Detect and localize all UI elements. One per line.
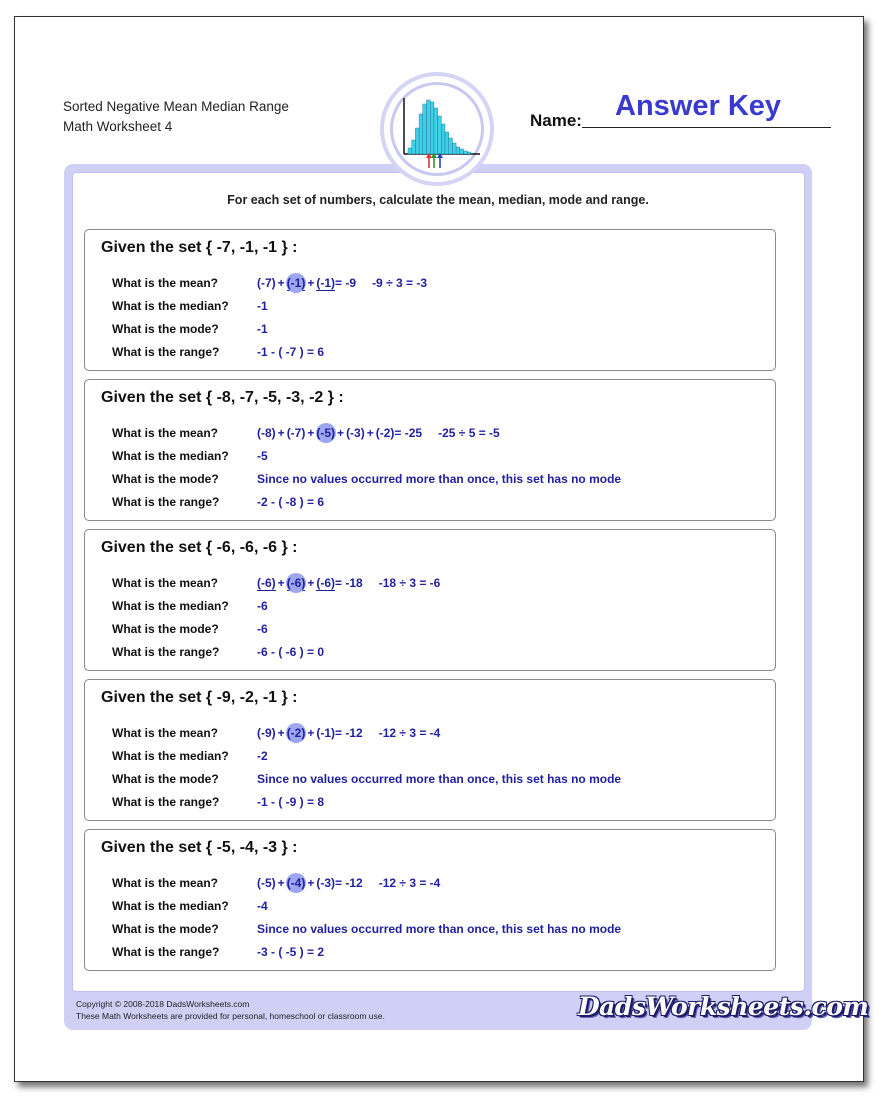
histogram-bar bbox=[441, 124, 445, 154]
plus-sign: + bbox=[277, 876, 285, 890]
sum-total: = -9 bbox=[335, 276, 357, 290]
histogram-bar bbox=[464, 151, 468, 154]
plus-sign: + bbox=[307, 426, 315, 440]
mean-division: -18 ÷ 3 = -6 bbox=[378, 576, 441, 590]
question-range: What is the range? bbox=[112, 945, 220, 959]
answer-mean bbox=[257, 276, 427, 291]
plus-sign: + bbox=[307, 876, 315, 890]
problem-panel bbox=[84, 529, 776, 671]
plus-sign: + bbox=[307, 726, 315, 740]
question-mode: What is the mode? bbox=[112, 622, 219, 636]
mean-division: -9 ÷ 3 = -3 bbox=[372, 276, 428, 290]
sum-term: (-2) bbox=[375, 426, 395, 440]
histogram-bar bbox=[419, 114, 423, 154]
sum-total: = -25 bbox=[394, 426, 423, 440]
title-line-2: Math Worksheet 4 bbox=[63, 119, 173, 134]
sum-term: (-2) bbox=[286, 726, 306, 740]
sum-total: = -18 bbox=[335, 576, 363, 590]
question-median: What is the median? bbox=[112, 749, 229, 763]
sum-term: (-6) bbox=[286, 576, 306, 590]
answer-mean bbox=[257, 876, 440, 890]
sum-term: (-3) bbox=[316, 876, 336, 890]
question-mode: What is the mode? bbox=[112, 472, 219, 486]
answer-median: -5 bbox=[257, 449, 268, 463]
sum-term: (-6) bbox=[316, 576, 336, 590]
sum-total: = -12 bbox=[335, 726, 363, 740]
sum-term: (-8) bbox=[257, 426, 276, 440]
histogram-icon bbox=[384, 76, 490, 182]
answer-range: -2 - ( -8 ) = 6 bbox=[257, 495, 325, 509]
histogram-logo bbox=[380, 72, 494, 186]
answer-median: -6 bbox=[257, 599, 268, 613]
sum-term: (-1) bbox=[316, 726, 336, 740]
question-mean: What is the mean? bbox=[112, 576, 219, 590]
answer-key-label: Answer Key bbox=[615, 90, 782, 122]
answer-median: -4 bbox=[257, 899, 268, 913]
question-median: What is the median? bbox=[112, 449, 229, 463]
answer-mean bbox=[257, 576, 440, 591]
brand-logo: DadsWorksheets.com bbox=[578, 992, 869, 1021]
histogram-bar bbox=[449, 138, 453, 154]
histogram-bar bbox=[423, 104, 427, 154]
sum-total: = -12 bbox=[335, 876, 363, 890]
sum-term: (-6) bbox=[257, 576, 276, 590]
question-median: What is the median? bbox=[112, 599, 229, 613]
problem-title: Given the set { -5, -4, -3 } : bbox=[101, 839, 298, 856]
problem-panel bbox=[84, 829, 776, 971]
usage-notice: These Math Worksheets are provided for personal, homeschool or classroom use. bbox=[76, 1011, 385, 1021]
mean-division: -12 ÷ 3 = -4 bbox=[378, 876, 441, 890]
footer-text bbox=[76, 998, 385, 1022]
answer-range: -1 - ( -9 ) = 8 bbox=[257, 795, 325, 809]
question-range: What is the range? bbox=[112, 645, 220, 659]
histogram-bar bbox=[427, 100, 431, 154]
question-mean: What is the mean? bbox=[112, 726, 219, 740]
problem-title: Given the set { -6, -6, -6 } : bbox=[101, 539, 298, 556]
answer-median: -1 bbox=[257, 299, 268, 313]
name-line bbox=[582, 127, 831, 128]
mean-median-mode-arrows bbox=[426, 153, 443, 168]
sum-term: (-5) bbox=[316, 426, 336, 440]
histogram-bar bbox=[460, 149, 464, 154]
sum-term: (-5) bbox=[257, 876, 276, 890]
histogram-bar bbox=[434, 108, 438, 154]
histogram-bar bbox=[408, 148, 412, 154]
answer-mode: Since no values occurred more than once, this set has no mode bbox=[257, 922, 622, 936]
answer-mode: Since no values occurred more than once, this set has no mode bbox=[257, 472, 622, 486]
plus-sign: + bbox=[277, 576, 285, 590]
sum-term: (-1) bbox=[316, 276, 336, 290]
mean-division: -25 ÷ 5 = -5 bbox=[438, 426, 500, 440]
sum-term: (-3) bbox=[346, 426, 365, 440]
mean-division: -12 ÷ 3 = -4 bbox=[378, 726, 441, 740]
question-range: What is the range? bbox=[112, 795, 220, 809]
question-mean: What is the mean? bbox=[112, 426, 219, 440]
problem-panel bbox=[84, 379, 776, 521]
answer-median: -2 bbox=[257, 749, 268, 763]
problem-panel bbox=[84, 229, 776, 371]
name-label: Name: bbox=[530, 111, 582, 130]
sum-term: (-7) bbox=[257, 276, 276, 290]
sum-term: (-4) bbox=[286, 876, 306, 890]
question-mode: What is the mode? bbox=[112, 322, 219, 336]
histogram-bar bbox=[415, 128, 419, 154]
problem-title: Given the set { -8, -7, -5, -3, -2 } : bbox=[101, 389, 344, 406]
question-range: What is the range? bbox=[112, 495, 220, 509]
problem-panel bbox=[84, 679, 776, 821]
title-line-1: Sorted Negative Mean Median Range bbox=[63, 99, 289, 114]
histogram-bar bbox=[452, 143, 456, 154]
answer-range: -1 - ( -7 ) = 6 bbox=[257, 345, 325, 359]
plus-sign: + bbox=[307, 576, 315, 590]
question-median: What is the median? bbox=[112, 299, 229, 313]
histogram-bar bbox=[467, 152, 471, 154]
histogram-bar bbox=[445, 132, 449, 154]
plus-sign: + bbox=[366, 426, 374, 440]
answer-mode: Since no values occurred more than once, this set has no mode bbox=[257, 772, 622, 786]
answer-range: -6 - ( -6 ) = 0 bbox=[257, 645, 325, 659]
histogram-bar bbox=[456, 147, 460, 154]
plus-sign: + bbox=[277, 276, 285, 290]
question-mode: What is the mode? bbox=[112, 772, 219, 786]
question-mean: What is the mean? bbox=[112, 876, 219, 890]
answer-mode: -6 bbox=[257, 622, 268, 636]
histogram-bar bbox=[430, 102, 434, 154]
problem-title: Given the set { -7, -1, -1 } : bbox=[101, 239, 298, 256]
sum-term: (-9) bbox=[257, 726, 276, 740]
copyright-text: Copyright © 2008-2018 DadsWorksheets.com bbox=[76, 999, 250, 1009]
plus-sign: + bbox=[307, 276, 315, 290]
instructions: For each set of numbers, calculate the mean, median, mode and range. bbox=[227, 193, 649, 207]
question-median: What is the median? bbox=[112, 899, 229, 913]
plus-sign: + bbox=[277, 726, 285, 740]
problem-title: Given the set { -9, -2, -1 } : bbox=[101, 689, 298, 706]
question-mean: What is the mean? bbox=[112, 276, 219, 290]
answer-mean bbox=[257, 726, 440, 740]
worksheet-title bbox=[63, 97, 289, 137]
question-mode: What is the mode? bbox=[112, 922, 219, 936]
histogram-bar bbox=[412, 140, 416, 154]
plus-sign: + bbox=[337, 426, 345, 440]
sum-term: (-1) bbox=[286, 276, 306, 290]
answer-mean bbox=[257, 426, 500, 440]
sum-term: (-7) bbox=[286, 426, 306, 440]
question-range: What is the range? bbox=[112, 345, 220, 359]
answer-mode: -1 bbox=[257, 322, 268, 336]
plus-sign: + bbox=[277, 426, 285, 440]
histogram-bar bbox=[438, 116, 442, 154]
answer-range: -3 - ( -5 ) = 2 bbox=[257, 945, 325, 959]
